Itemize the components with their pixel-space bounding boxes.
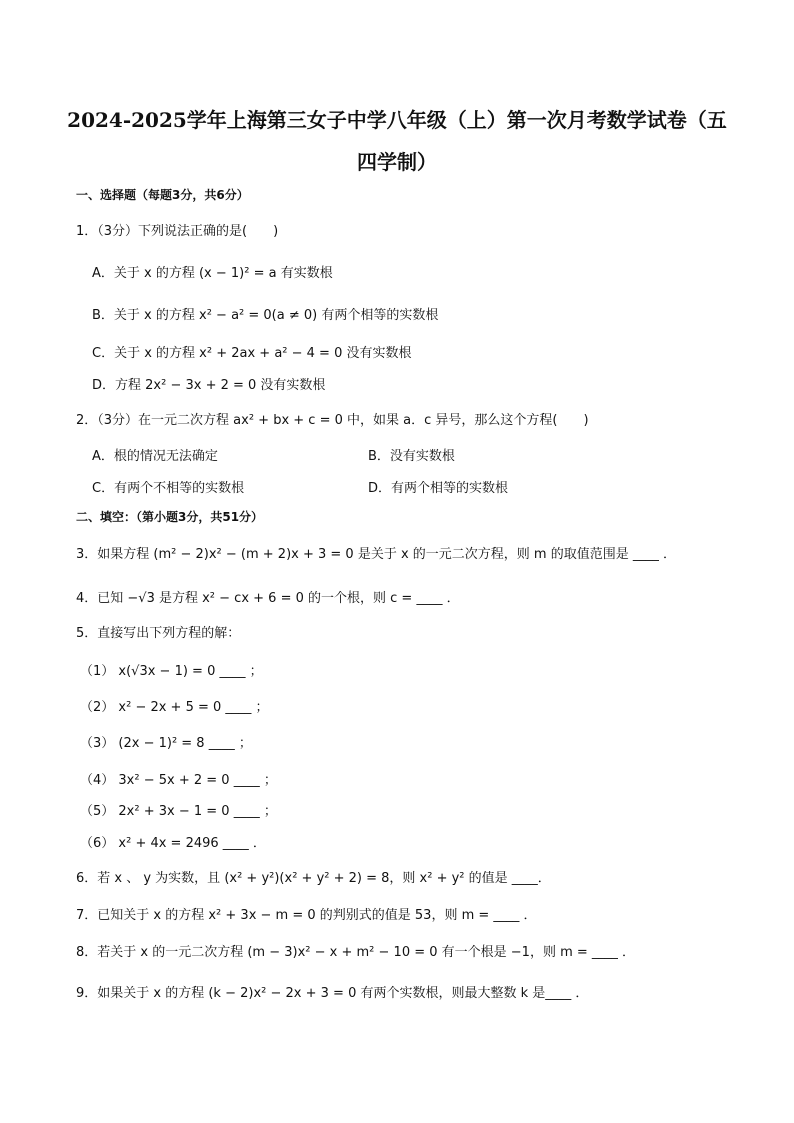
question-8: 8．若关于 x 的一元二次方程 (m − 3)x² − x + m² − 10 = 0 有一个根是 −1，则 m = ____ ． bbox=[76, 945, 636, 960]
question-5-item-5: （5） 2x² + 3x − 1 = 0 ____ ； bbox=[80, 804, 277, 819]
section-heading-fill-in: 二、填空：（第小题3分，共51分） bbox=[76, 510, 264, 524]
question-6: 6．若 x 、 y 为实数，且 (x² + y²)(x² + y² + 2) = 8，则 x² + y² 的值是 ____． bbox=[76, 871, 551, 886]
question-2-option-b: B．没有实数根 bbox=[368, 449, 455, 464]
question-5-item-4: （4） 3x² − 5x + 2 = 0 ____ ； bbox=[80, 773, 277, 788]
question-2-option-d: D．有两个相等的实数根 bbox=[368, 481, 509, 496]
question-7: 7．已知关于 x 的方程 x² + 3x − m = 0 的判别式的值是 53，则 m = ____ ． bbox=[76, 908, 537, 923]
question-2-option-a: A．根的情况无法确定 bbox=[92, 449, 218, 464]
question-5-item-1: （1） x(√3x − 1) = 0 ____ ； bbox=[80, 664, 263, 679]
question-1-option-d: D．方程 2x² − 3x + 2 = 0 没有实数根 bbox=[92, 378, 326, 393]
exam-title-line1: 2024-2025学年上海第三女子中学八年级（上）第一次月考数学试卷（五 bbox=[67, 108, 727, 132]
question-5-item-6: （6） x² + 4x = 2496 ____ ． bbox=[80, 836, 266, 851]
question-9: 9．如果关于 x 的方程 (k − 2)x² − 2x + 3 = 0 有两个实数根，则最大整数 k 是____ ． bbox=[76, 986, 589, 1001]
question-1-option-a: A．关于 x 的方程 (x − 1)² = a 有实数根 bbox=[92, 266, 333, 281]
question-4: 4．已知 −√3 是方程 x² − cx + 6 = 0 的一个根，则 c = ____ ． bbox=[76, 591, 460, 606]
question-2-stem: 2．（3分）在一元二次方程 ax² + bx + c = 0 中，如果 a．c 异号，那么这个方程( ) bbox=[76, 413, 589, 428]
question-1-option-b: B．关于 x 的方程 x² − a² = 0(a ≠ 0) 有两个相等的实数根 bbox=[92, 308, 439, 323]
question-2-option-c: C．有两个不相等的实数根 bbox=[92, 481, 245, 496]
question-3: 3．如果方程 (m² − 2)x² − (m + 2)x + 3 = 0 是关于 x 的一元二次方程，则 m 的取值范围是 ____ ． bbox=[76, 547, 676, 562]
question-1-option-c: C．关于 x 的方程 x² + 2ax + a² − 4 = 0 没有实数根 bbox=[92, 346, 412, 361]
question-5-item-2: （2） x² − 2x + 5 = 0 ____ ； bbox=[80, 700, 269, 715]
exam-title-line2: 四学制） bbox=[357, 150, 437, 174]
section-heading-choice: 一、选择题（每题3分，共6分） bbox=[76, 188, 249, 202]
question-5-item-3: （3） (2x − 1)² = 8 ____ ； bbox=[80, 736, 252, 751]
question-5-stem: 5．直接写出下列方程的解： bbox=[76, 626, 241, 641]
question-1-stem: 1．（3分）下列说法正确的是( ) bbox=[76, 224, 279, 239]
